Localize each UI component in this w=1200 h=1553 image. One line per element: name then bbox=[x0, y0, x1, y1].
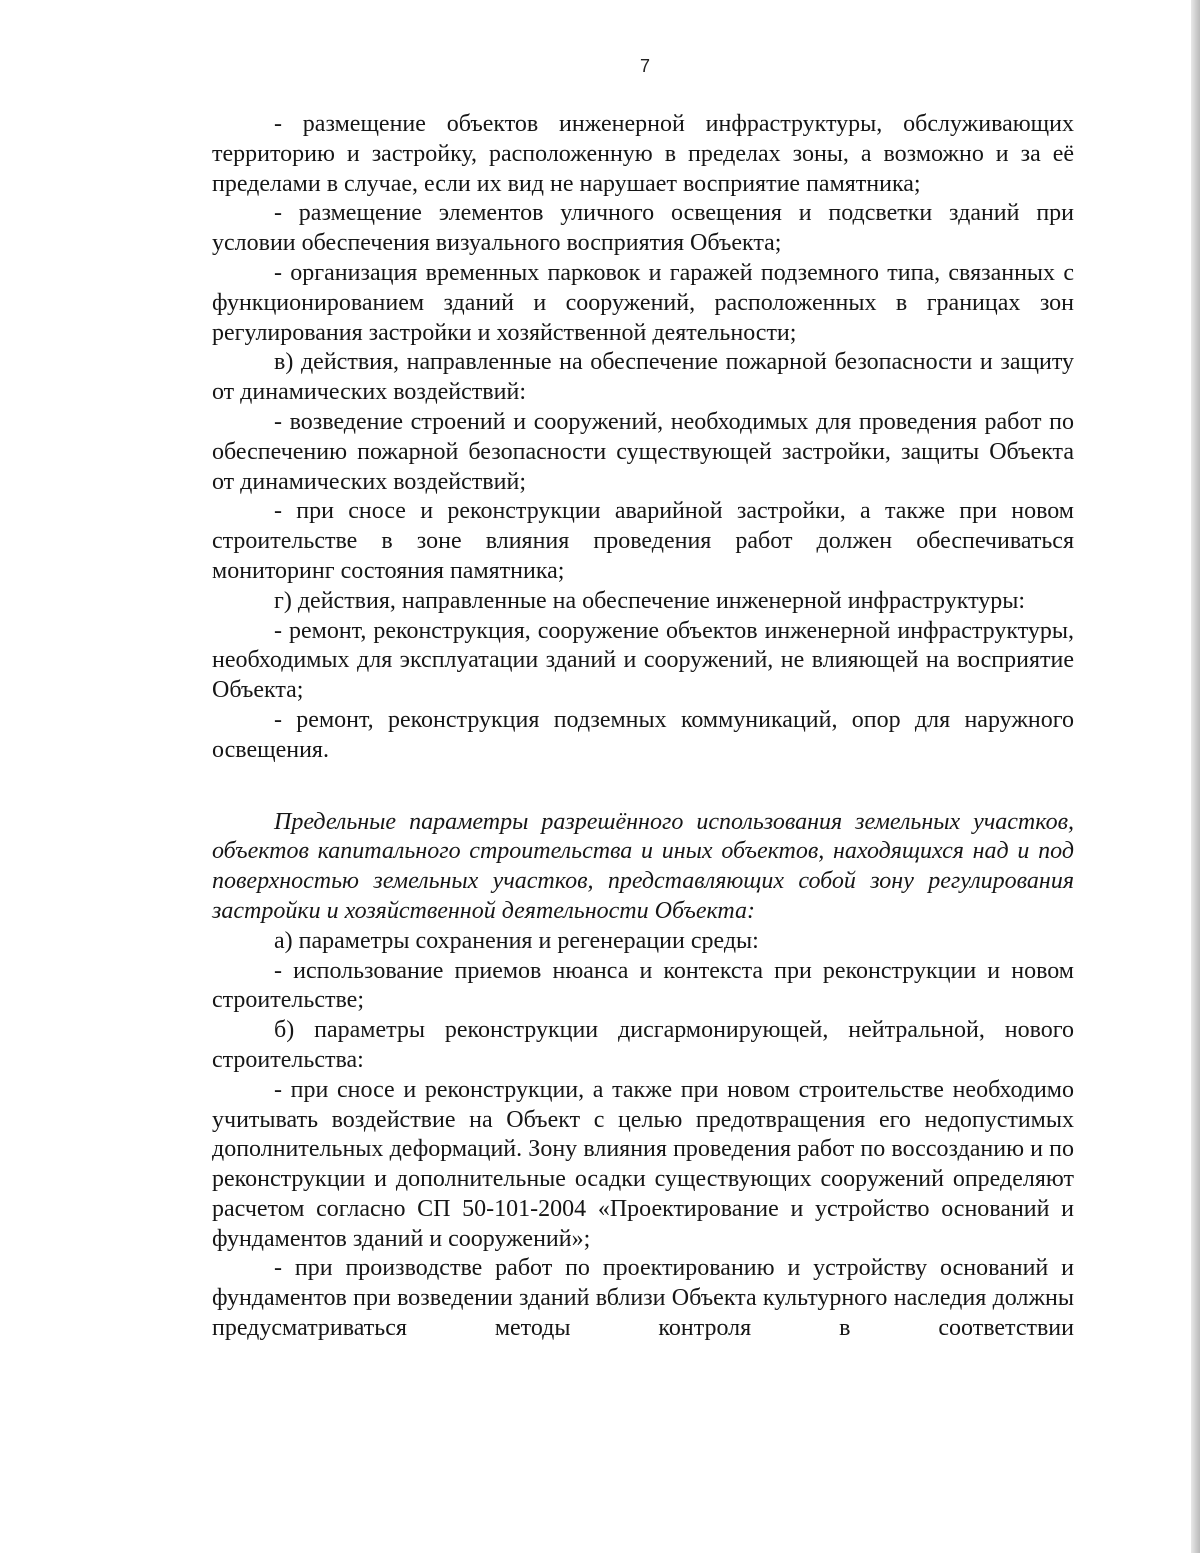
paragraph: - возведение строений и сооружений, необходимых для проведения работ по обеспечению пожарной безопасности существующей застройки, защиты Объекта от динамических воздействий; bbox=[212, 408, 1074, 495]
italic-section-heading: Предельные параметры разрешённого использования земельных участков, объектов капитального строительства и иных объектов, находящихся над и под поверхностью земельных участков, представляющих собой зону регулирования застройки и хозяйственной деятельности Объекта: bbox=[212, 808, 1074, 924]
paragraph: - организация временных парковок и гаражей подземного типа, связанных с функционированием зданий и сооружений, расположенных в границах зон регулирования застройки и хозяйственной деятельности; bbox=[212, 259, 1074, 346]
paragraph: - размещение объектов инженерной инфраструктуры, обслуживающих территорию и застройку, расположенную в пределах зоны, а возможно и за её пределами в случае, если их вид не нарушает восприятие памятника; bbox=[212, 111, 1074, 197]
document-body bbox=[212, 110, 1074, 1344]
paragraph: г) действия, направленные на обеспечение инженерной инфраструктуры: bbox=[274, 587, 1026, 614]
scan-edge-shadow bbox=[1191, 0, 1200, 1553]
paragraph: в) действия, направленные на обеспечение пожарной безопасности и защиту от динамических воздействий: bbox=[212, 349, 1074, 406]
paragraph: - ремонт, реконструкция, сооружение объектов инженерной инфраструктуры, необходимых для эксплуатации зданий и сооружений, не влияющей на восприятие Объекта; bbox=[212, 617, 1074, 704]
paragraph: - размещение элементов уличного освещения и подсветки зданий при условии обеспечения визуального восприятия Объекта; bbox=[212, 200, 1074, 257]
paragraph: - при сносе и реконструкции, а также при новом строительстве необходимо учитывать воздействие на Объект с целью предотвращения его недопустимых дополнительных деформаций. Зону влияния проведения работ по воссозданию и по реконструкции и дополнительные осадки существующих сооружений определяют расчетом согласно СП 50-101-2004 «Проектирование и устройство оснований и фундаментов зданий и сооружений»; bbox=[212, 1076, 1074, 1252]
paragraph: - использование приемов нюанса и контекста при реконструкции и новом строительстве; bbox=[212, 957, 1074, 1014]
page-number: 7 bbox=[639, 56, 650, 76]
paragraph: б) параметры реконструкции дисгармонирующей, нейтральной, нового строительства: bbox=[212, 1017, 1074, 1073]
paragraph: - при сносе и реконструкции аварийной застройки, а также при новом строительстве в зоне влияния проведения работ должен обеспечиваться мониторинг состояния памятника; bbox=[212, 498, 1074, 584]
paragraph: - ремонт, реконструкция подземных коммуникаций, опор для наружного освещения. bbox=[212, 706, 1074, 763]
paragraph: а) параметры сохранения и регенерации среды: bbox=[274, 927, 759, 954]
paragraph: - при производстве работ по проектированию и устройству оснований и фундаментов при возведении зданий вблизи Объекта культурного наследия должны предусматриваться методы контроля в соответствии bbox=[212, 1255, 1074, 1342]
